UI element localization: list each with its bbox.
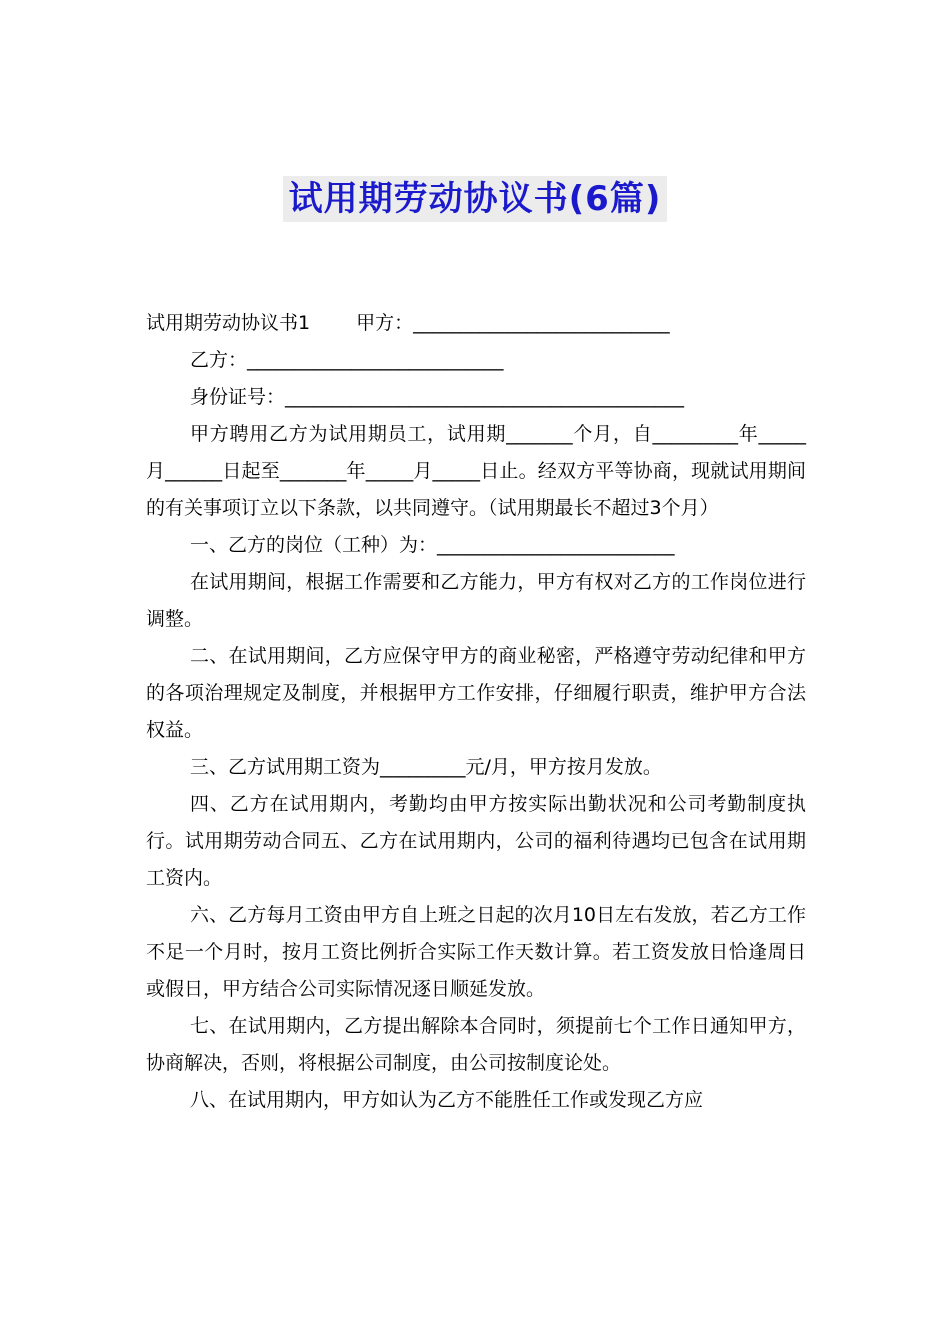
clause-8: 八、在试用期内，甲方如认为乙方不能胜任工作或发现乙方应 (190, 1089, 704, 1111)
clause-2: 二、在试用期间，乙方应保守甲方的商业秘密，严格遵守劳动纪律和甲方的各项治理规定及制度，并根据甲方工作安排，仔细履行职责，维护甲方合法权益。 (146, 645, 806, 741)
paragraph-intro: 甲方聘用乙方为试用期员工，试用期_______个月，自_________年_____月______日起至_______年_____月_____日止。经双方平等协商，现就试用期间的有关事项订立以下条款，以共同遵守。（试用期最长不超过3个月） (146, 423, 806, 519)
clause-3-salary: 三、乙方试用期工资为_________元/月，甲方按月发放。 (190, 756, 662, 778)
clause-1-position: 一、乙方的岗位（工种）为：_________________________ (190, 534, 675, 556)
paragraph-heading-line (146, 305, 806, 342)
title-container (0, 176, 950, 222)
clause-1-adjustment: 在试用期间，根据工作需要和乙方能力，甲方有权对乙方的工作岗位进行调整。 (146, 571, 806, 630)
id-number-field: 身份证号：__________________________________________ (190, 386, 685, 408)
document-body (146, 305, 806, 1119)
clause-4-attendance: 四、乙方在试用期内，考勤均由甲方按实际出勤状况和公司考勤制度执行。试用期劳动合同五、乙方在试用期内，公司的福利待遇均已包含在试用期工资内。 (146, 793, 806, 889)
party-b-field: 乙方：___________________________ (190, 349, 504, 371)
clause-7-termination: 七、在试用期内，乙方提出解除本合同时，须提前七个工作日通知甲方，协商解决，否则，将根据公司制度，由公司按制度论处。 (146, 1015, 806, 1074)
document-title: 试用期劳动协议书(6篇) (283, 176, 668, 222)
clause-6-payment: 六、乙方每月工资由甲方自上班之日起的次月10日左右发放，若乙方工作不足一个月时，按月工资比例折合实际工作天数计算。若工资发放日恰逢周日或假日，甲方结合公司实际情况逐日顺延发放。 (146, 904, 806, 1000)
agreement-number-label: 试用期劳动协议书1 (146, 312, 311, 334)
party-a-field: 甲方：___________________________ (356, 312, 670, 334)
